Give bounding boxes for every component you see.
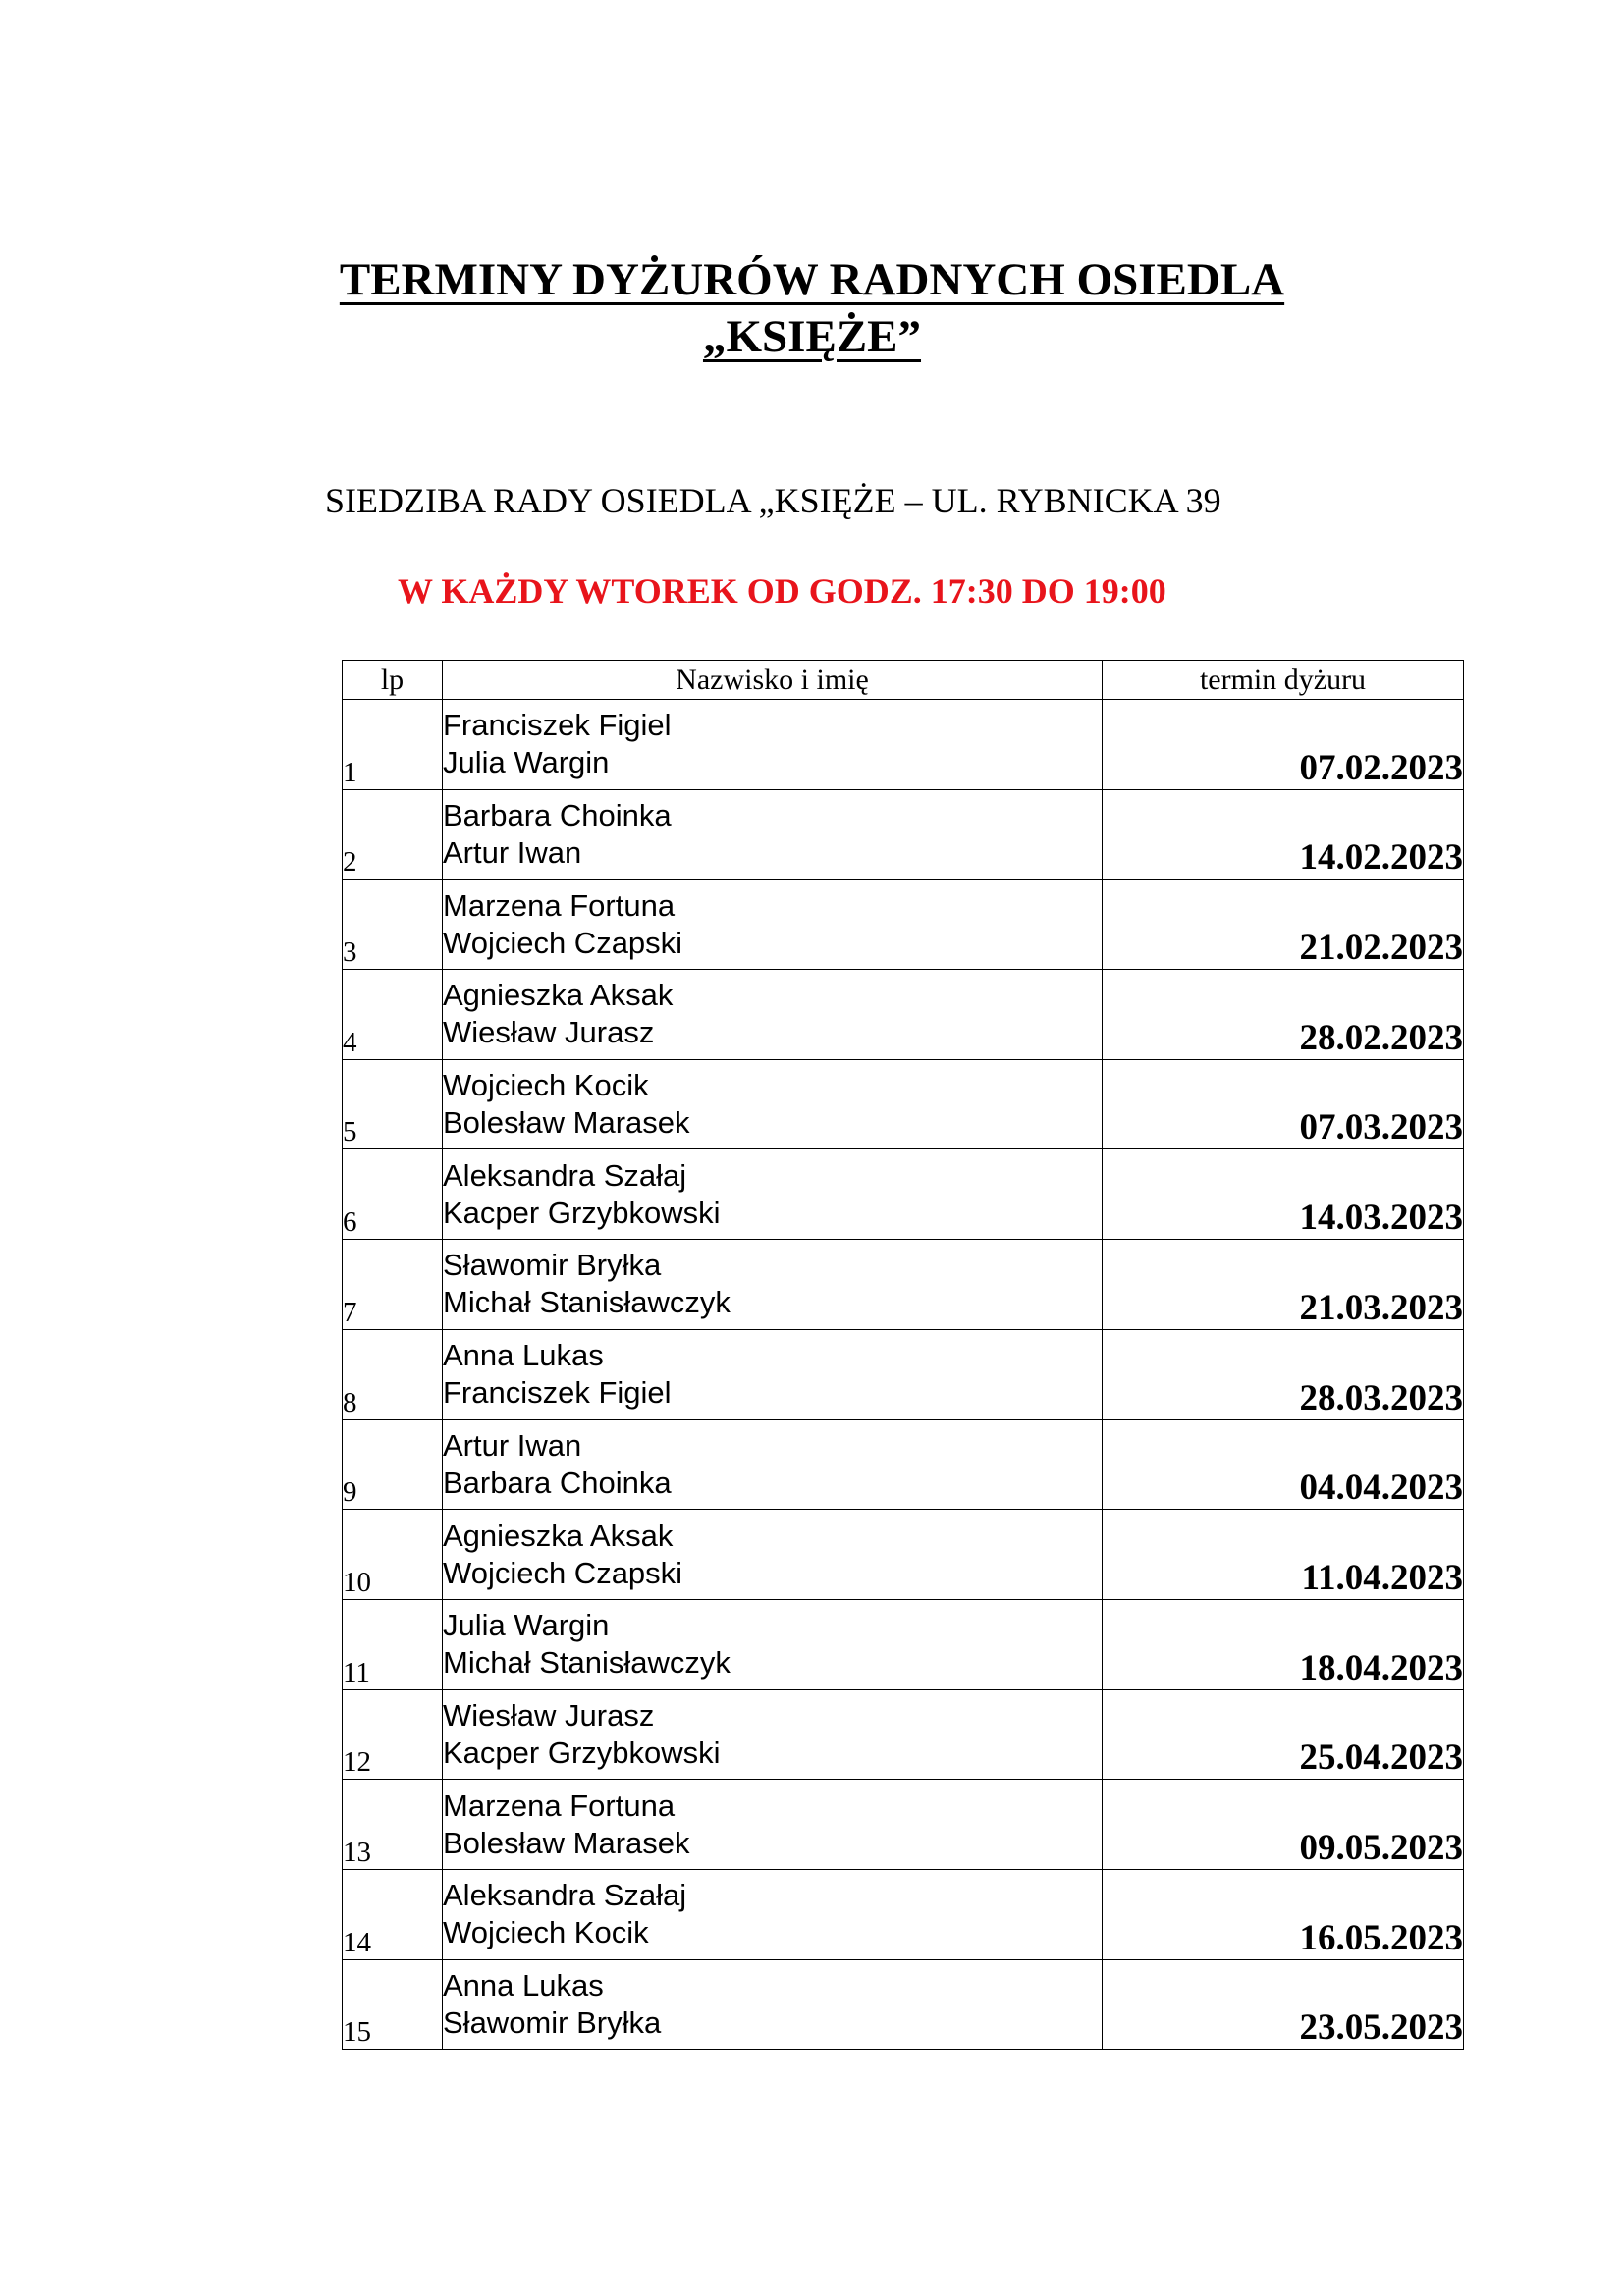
councillor-name: Anna Lukas [443, 1338, 604, 1373]
councillor-names [443, 1959, 1103, 2050]
councillor-names [443, 789, 1103, 880]
councillor-names [443, 1419, 1103, 1510]
row-number: 6 [343, 1149, 443, 1240]
duty-date: 28.02.2023 [1103, 970, 1464, 1060]
duty-hours: W KAŻDY WTOREK OD GODZ. 17:30 DO 19:00 [398, 571, 1166, 611]
councillor-names [443, 1059, 1103, 1149]
councillor-name: Wojciech Czapski [443, 1555, 683, 1590]
table-row [343, 970, 1464, 1060]
councillor-names [443, 970, 1103, 1060]
councillor-name: Bolesław Marasek [443, 1105, 690, 1141]
councillor-name: Sławomir Bryłka [443, 1248, 662, 1283]
row-number: 10 [343, 1510, 443, 1600]
councillor-name: Franciszek Figiel [443, 708, 672, 743]
duty-date: 14.02.2023 [1103, 789, 1464, 880]
table-row [343, 1599, 1464, 1689]
table-row [343, 1419, 1464, 1510]
councillor-name: Barbara Choinka [443, 798, 672, 833]
councillor-name: Franciszek Figiel [443, 1375, 672, 1411]
table-row [343, 1959, 1464, 2050]
duty-date: 04.04.2023 [1103, 1419, 1464, 1510]
councillor-name: Kacper Grzybkowski [443, 1735, 721, 1770]
duty-date: 25.04.2023 [1103, 1689, 1464, 1780]
councillor-name: Bolesław Marasek [443, 1825, 690, 1860]
row-number: 11 [343, 1599, 443, 1689]
councillor-name: Wiesław Jurasz [443, 1015, 655, 1050]
page-title [0, 254, 1624, 305]
row-number: 13 [343, 1780, 443, 1870]
row-number: 1 [343, 700, 443, 790]
councillor-names [443, 1689, 1103, 1780]
row-number: 5 [343, 1059, 443, 1149]
councillor-names [443, 1240, 1103, 1330]
page-title-second-line [0, 311, 1624, 362]
table-row [343, 1240, 1464, 1330]
table-row [343, 1329, 1464, 1419]
column-header-date: termin dyżuru [1103, 661, 1464, 700]
councillor-name: Agnieszka Aksak [443, 1518, 674, 1553]
table-row [343, 880, 1464, 970]
table-row [343, 1510, 1464, 1600]
councillor-name: Julia Wargin [443, 745, 610, 780]
table-row [343, 1780, 1464, 1870]
table-header-row [343, 661, 1464, 700]
councillor-name: Sławomir Bryłka [443, 2004, 662, 2040]
table-row [343, 1149, 1464, 1240]
councillor-name: Wojciech Kocik [443, 1915, 649, 1950]
duty-date: 21.03.2023 [1103, 1240, 1464, 1330]
row-number: 4 [343, 970, 443, 1060]
duty-date: 09.05.2023 [1103, 1780, 1464, 1870]
councillor-name: Artur Iwan [443, 1427, 582, 1463]
councillor-name: Anna Lukas [443, 1967, 604, 2002]
table-row [343, 1059, 1464, 1149]
councillor-name: Wojciech Kocik [443, 1068, 649, 1103]
councillor-name: Kacper Grzybkowski [443, 1195, 721, 1230]
councillor-name: Aleksandra Szałaj [443, 1157, 687, 1193]
duty-date: 23.05.2023 [1103, 1959, 1464, 2050]
duty-date: 21.02.2023 [1103, 880, 1464, 970]
councillor-name: Wojciech Czapski [443, 925, 683, 960]
councillor-names [443, 1869, 1103, 1959]
table-row [343, 1869, 1464, 1959]
councillor-name: Wiesław Jurasz [443, 1697, 655, 1733]
row-number: 8 [343, 1329, 443, 1419]
column-header-lp: lp [343, 661, 443, 700]
councillor-names [443, 1329, 1103, 1419]
councillor-names [443, 700, 1103, 790]
duty-date: 16.05.2023 [1103, 1869, 1464, 1959]
duty-date: 28.03.2023 [1103, 1329, 1464, 1419]
table-row [343, 1689, 1464, 1780]
row-number: 2 [343, 789, 443, 880]
councillor-names [443, 1510, 1103, 1600]
councillor-name: Julia Wargin [443, 1608, 610, 1643]
councillor-name: Marzena Fortuna [443, 1788, 676, 1823]
row-number: 7 [343, 1240, 443, 1330]
council-address: SIEDZIBA RADY OSIEDLA „KSIĘŻE – UL. RYBNICKA 39 [325, 481, 1221, 520]
councillor-name: Aleksandra Szałaj [443, 1878, 687, 1913]
councillor-name: Michał Stanisławczyk [443, 1285, 731, 1320]
duty-schedule-table [342, 660, 1464, 2050]
duty-date: 07.02.2023 [1103, 700, 1464, 790]
duty-date: 14.03.2023 [1103, 1149, 1464, 1240]
table-row [343, 700, 1464, 790]
duty-date: 18.04.2023 [1103, 1599, 1464, 1689]
table-row [343, 789, 1464, 880]
duty-date: 11.04.2023 [1103, 1510, 1464, 1600]
councillor-name: Michał Stanisławczyk [443, 1645, 731, 1681]
page-title-line-1: TERMINY DYŻURÓW RADNYCH OSIEDLA [339, 254, 1285, 305]
councillor-name: Artur Iwan [443, 835, 582, 871]
councillor-names [443, 1149, 1103, 1240]
councillor-names [443, 1780, 1103, 1870]
row-number: 14 [343, 1869, 443, 1959]
row-number: 15 [343, 1959, 443, 2050]
councillor-name: Marzena Fortuna [443, 887, 676, 923]
row-number: 12 [343, 1689, 443, 1780]
councillor-name: Barbara Choinka [443, 1465, 672, 1500]
councillor-names [443, 880, 1103, 970]
row-number: 9 [343, 1419, 443, 1510]
duty-date: 07.03.2023 [1103, 1059, 1464, 1149]
page-title-line-2: „KSIĘŻE” [702, 311, 922, 362]
row-number: 3 [343, 880, 443, 970]
column-header-names: Nazwisko i imię [443, 661, 1103, 700]
councillor-names [443, 1599, 1103, 1689]
councillor-name: Agnieszka Aksak [443, 978, 674, 1013]
